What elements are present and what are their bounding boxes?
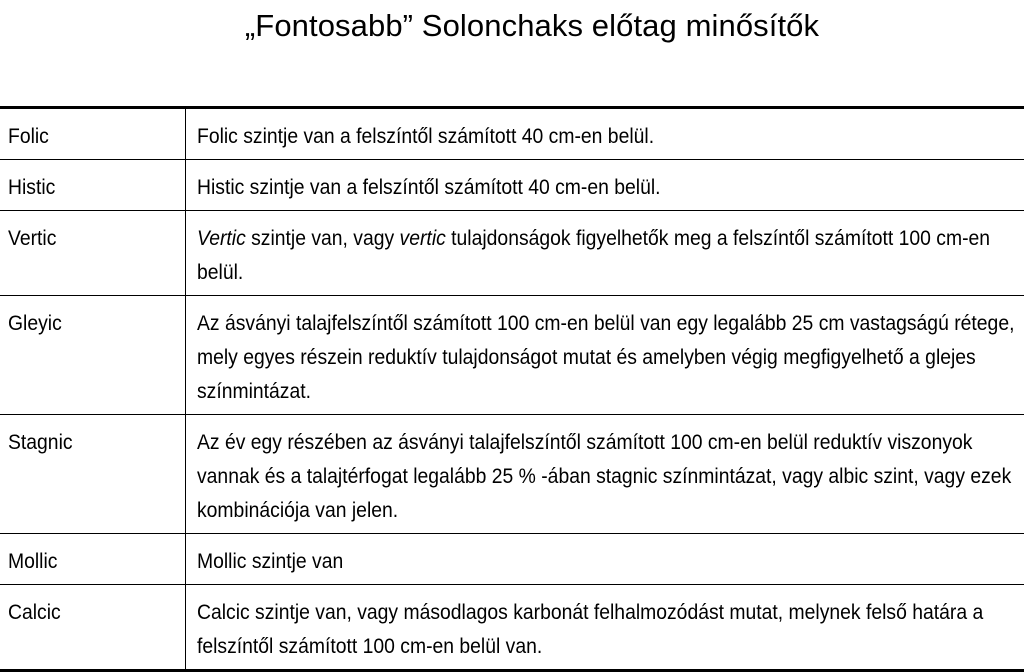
qualifier-name <box>0 534 185 585</box>
description-italic-term: Vertic <box>196 226 246 250</box>
description-text: Az ásványi talajfelszíntől számított 100 cm-en belül van egy legalább 25 cm vastagságú rétege, mely egyes részein reduktív tulajdonságot mutat és amelyben végig megfigyelhető a glejes színmintázat. <box>196 311 1014 403</box>
description-text: tulajdonságok figyelhetők meg a felszíntől számított 100 cm-en belül. <box>196 226 990 284</box>
qualifier-name <box>0 585 185 671</box>
qualifier-name-text: Stagnic <box>8 430 73 454</box>
qualifier-description <box>185 415 1024 534</box>
qualifier-description <box>185 211 1024 296</box>
description-text: Mollic szintje van <box>196 549 343 573</box>
table-row <box>0 108 1024 160</box>
qualifier-description <box>185 296 1024 415</box>
description-text: Calcic szintje van, vagy másodlagos karbonát felhalmozódást mutat, melynek felső határa a felszíntől számított 100 cm-en belül van. <box>196 600 983 658</box>
qualifier-table <box>0 106 1024 672</box>
qualifier-description <box>185 108 1024 160</box>
page-title: „Fontosabb” Solonchaks előtag minősítők <box>244 8 820 43</box>
table-row <box>0 211 1024 296</box>
description-text: Az év egy részében az ásványi talajfelszíntől számított 100 cm-en belül reduktív viszonyok vannak és a talajtérfogat legalább 25 % -ában stagnic színmintázat, vagy albic szint, vagy ezek kombinációja van jelen. <box>196 430 1011 522</box>
table-row <box>0 415 1024 534</box>
table-row <box>0 585 1024 671</box>
qualifier-name <box>0 108 185 160</box>
qualifier-description <box>185 160 1024 211</box>
qualifier-name-text: Calcic <box>8 600 61 624</box>
qualifier-description <box>185 585 1024 671</box>
description-italic-term: vertic <box>399 226 446 250</box>
qualifier-name <box>0 296 185 415</box>
description-text: Histic szintje van a felszíntől számított 40 cm-en belül. <box>196 175 661 199</box>
table-row <box>0 296 1024 415</box>
qualifier-name-text: Gleyic <box>8 311 62 335</box>
qualifier-description <box>185 534 1024 585</box>
description-text: szintje van, vagy <box>245 226 400 250</box>
qualifier-name <box>0 160 185 211</box>
qualifier-name <box>0 415 185 534</box>
table-row <box>0 534 1024 585</box>
qualifier-name-text: Mollic <box>8 549 58 573</box>
qualifier-name-text: Vertic <box>8 226 57 250</box>
qualifier-name <box>0 211 185 296</box>
qualifier-name-text: Folic <box>8 124 49 148</box>
qualifier-name-text: Histic <box>8 175 56 199</box>
table-row <box>0 160 1024 211</box>
description-text: Folic szintje van a felszíntől számított 40 cm-en belül. <box>196 124 654 148</box>
